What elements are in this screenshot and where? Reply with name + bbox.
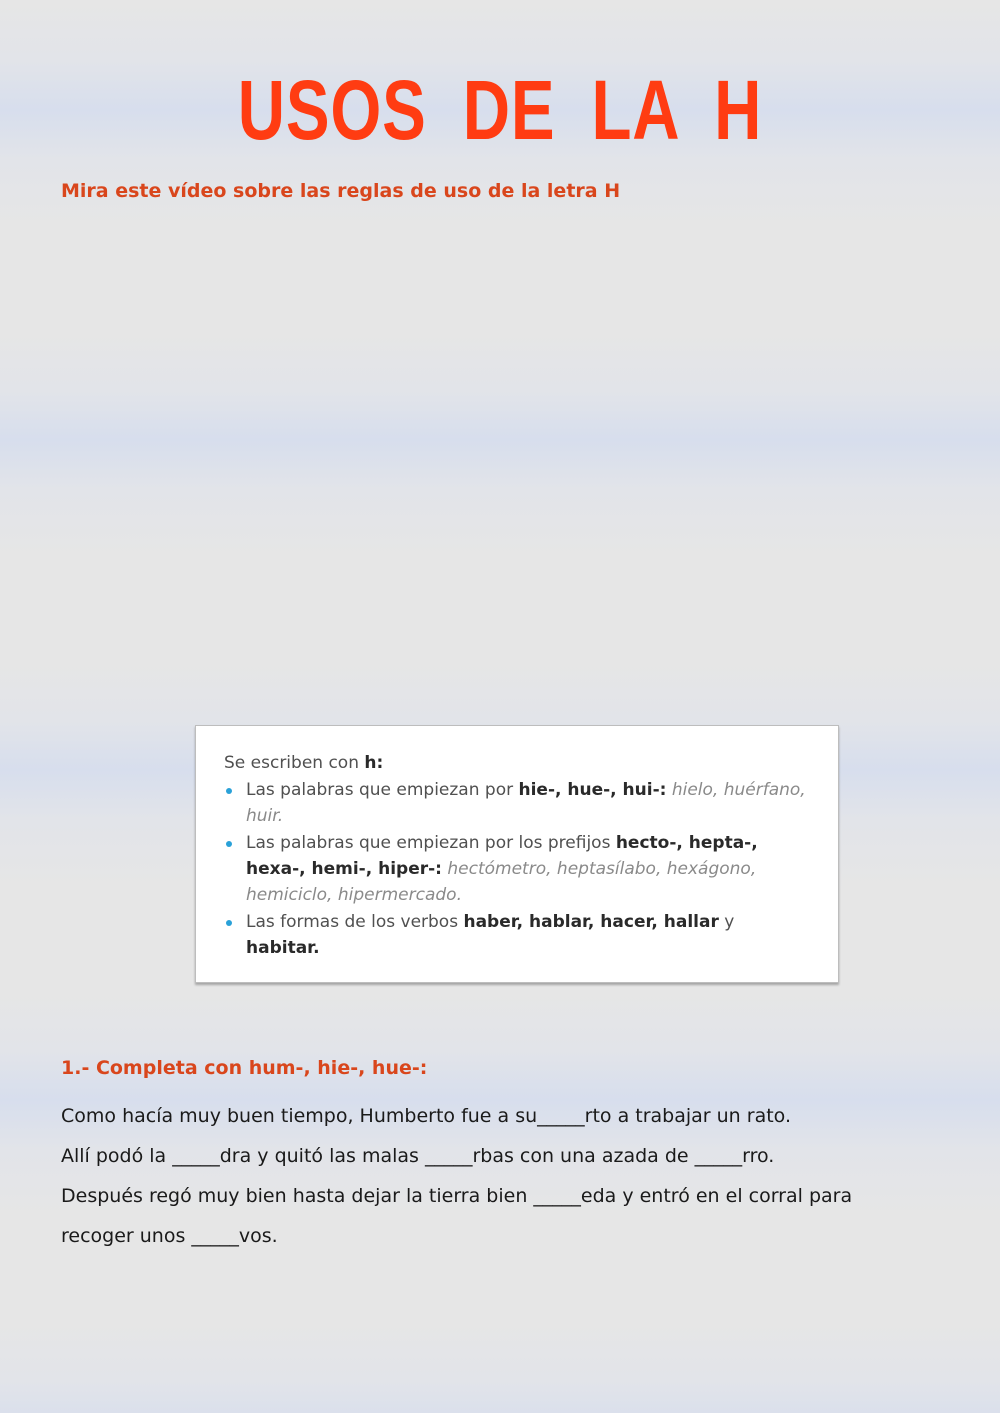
page-title: USOS DE LA H	[237, 63, 763, 157]
bullet-icon	[226, 841, 232, 847]
rule-text-conjunction: y	[718, 912, 735, 932]
exercise-line: Allí podó la _____dra y quitó las malas _____rbas con una azada de _____rro.	[61, 1145, 775, 1167]
rule-text: Las palabras que empiezan por los prefijos	[246, 833, 616, 853]
rule-prefixes: hecto-, hepta-, hexa-, hemi-, hiper-:	[246, 833, 758, 879]
bullet-icon	[226, 920, 232, 926]
rule-text: Las formas de los verbos	[246, 912, 464, 932]
rules-box	[195, 725, 839, 983]
rules-intro-bold: h:	[364, 753, 384, 773]
exercise-line: Como hacía muy buen tiempo, Humberto fue a su_____rto a trabajar un rato.	[61, 1105, 791, 1127]
rule-prefixes: hie-, hue-, hui-:	[518, 780, 667, 800]
bullet-icon	[226, 788, 232, 794]
exercise-text	[61, 1096, 941, 1256]
rule-verbs: haber, hablar, hacer, hallar	[463, 912, 719, 932]
rule-item	[224, 777, 812, 829]
exercise-title: 1.- Completa con hum-, hie-, hue-:	[61, 1057, 428, 1079]
exercise-line: recoger unos _____vos.	[61, 1225, 278, 1247]
rule-examples: hectómetro, heptasílabo, hexágono, hemiciclo, hipermercado.	[246, 859, 757, 905]
rule-text: Las palabras que empiezan por	[246, 780, 519, 800]
rule-item	[224, 830, 812, 908]
rules-intro	[224, 750, 812, 776]
rule-item	[224, 909, 812, 961]
rules-intro-text: Se escriben con	[224, 753, 365, 773]
rule-verb-last: habitar.	[246, 938, 320, 958]
video-instruction: Mira este vídeo sobre las reglas de uso de la letra H	[61, 180, 621, 202]
rule-examples: hielo, huérfano, huir.	[246, 780, 806, 826]
exercise-line: Después regó muy bien hasta dejar la tierra bien _____eda y entró en el corral para	[61, 1185, 853, 1207]
